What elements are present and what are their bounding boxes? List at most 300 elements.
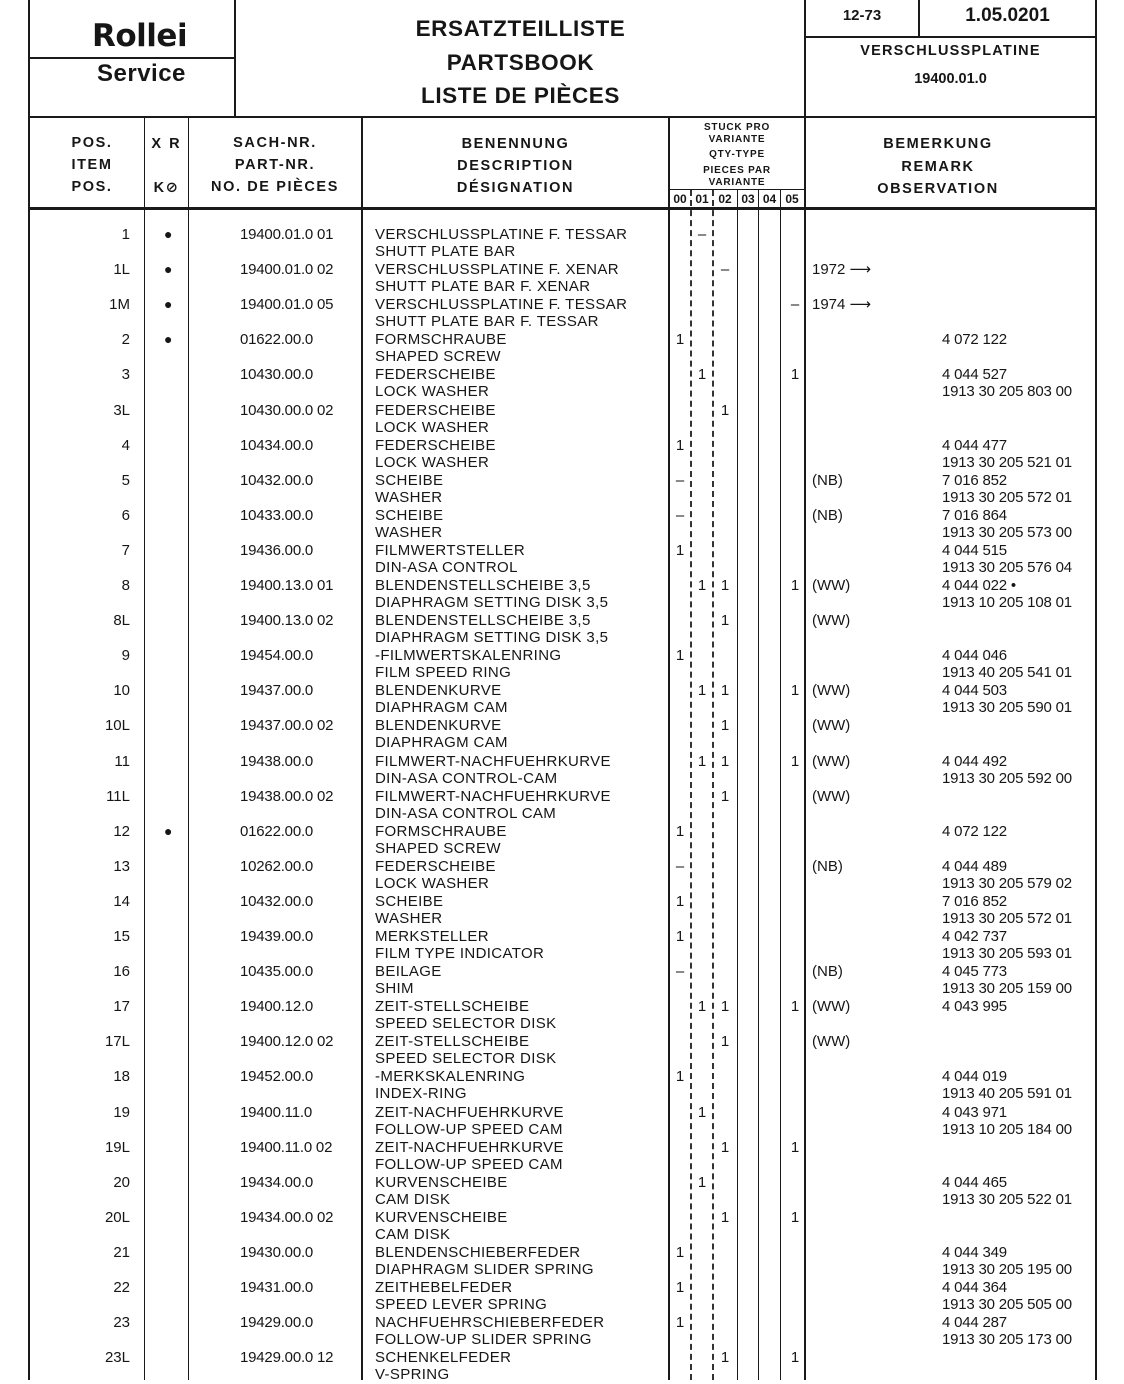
observation-reference: 1913 30 205 505 00 xyxy=(942,1296,1072,1313)
item-position: 16 xyxy=(113,963,130,981)
remark-code: (WW) xyxy=(812,682,851,700)
description-german: ZEIT-NACHFUEHRKURVE xyxy=(375,1138,564,1156)
description-english: FOLLOW-UP SLIDER SPRING xyxy=(375,1331,592,1349)
qty-variant-00: 1 xyxy=(675,331,685,349)
part-number: 19437.00.0 xyxy=(240,682,314,700)
item-position: 3 xyxy=(121,366,130,384)
table-row xyxy=(0,1209,1124,1244)
part-number: 10432.00.0 xyxy=(240,471,314,489)
description-english: FILM SPEED RING xyxy=(375,664,512,682)
part-number: 19454.00.0 xyxy=(240,647,314,665)
item-position: 23 xyxy=(113,1314,130,1332)
item-position: 21 xyxy=(113,1243,130,1261)
observation-number: 4 042 737 xyxy=(942,928,1007,945)
description-english: CAM DISK xyxy=(375,1225,451,1243)
qty-variant-02: 1 xyxy=(720,1208,730,1226)
observation-reference: 1913 10 205 108 01 xyxy=(942,594,1072,611)
qty-variant-00: – xyxy=(675,857,685,875)
description-english: LOCK WASHER xyxy=(375,453,490,471)
description-english: SPEED SELECTOR DISK xyxy=(375,1015,557,1033)
description-german: FILMWERT-NACHFUEHRKURVE xyxy=(375,787,611,805)
item-position: 1 xyxy=(121,226,130,243)
xr-marker: ● xyxy=(164,331,173,348)
qty-variant-05: 1 xyxy=(790,1208,800,1226)
description-english: LOCK WASHER xyxy=(375,874,490,892)
description-german: FILMWERTSTELLER xyxy=(375,541,525,559)
remark-code: (NB) xyxy=(812,471,843,489)
qty-variant-02: 1 xyxy=(720,1349,730,1367)
observation-number: 7 016 852 xyxy=(942,471,1007,489)
description-german: FEDERSCHEIBE xyxy=(375,436,496,454)
observation-number: 4 072 122 xyxy=(942,331,1007,349)
item-position: 11 xyxy=(114,752,130,770)
part-number: 19434.00.0 xyxy=(240,1173,314,1191)
part-number: 19400.12.0 02 xyxy=(240,1033,334,1051)
remark-code: (WW) xyxy=(812,1033,851,1051)
col-head-qty-4: PIECES PAR xyxy=(703,165,771,176)
qty-variant-00: 1 xyxy=(675,436,685,454)
part-number: 10434.00.0 xyxy=(240,436,314,454)
xr-marker: ● xyxy=(164,822,173,839)
observation-number: 4 043 995 xyxy=(942,998,1007,1016)
description-english: WASHER xyxy=(375,523,443,541)
part-number: 19437.00.0 02 xyxy=(240,717,334,735)
description-english: DIAPHRAGM SETTING DISK 3,5 xyxy=(375,629,609,647)
table-row xyxy=(0,612,1124,647)
observation-reference: 1913 30 205 521 01 xyxy=(942,453,1072,471)
item-position: 23L xyxy=(104,1349,130,1367)
item-position: 5 xyxy=(121,471,130,489)
observation-reference: 1913 30 205 803 00 xyxy=(942,383,1072,401)
qty-variant-00: 1 xyxy=(675,1243,685,1261)
item-position: 20 xyxy=(113,1173,130,1191)
table-row xyxy=(0,1279,1124,1314)
description-german: -MERKSKALENRING xyxy=(375,1068,526,1086)
part-number: 19438.00.0 02 xyxy=(240,787,334,805)
part-number: 19400.01.0 02 xyxy=(240,261,334,279)
qty-variant-00: 1 xyxy=(675,1068,685,1086)
remark-code: (WW) xyxy=(812,577,851,594)
item-position: 10L xyxy=(104,717,130,735)
item-position: 8L xyxy=(113,612,130,630)
description-english: SHIM xyxy=(375,980,414,998)
item-position: 4 xyxy=(121,436,130,454)
observation-number: 4 044 046 xyxy=(942,647,1007,665)
document-number: 1.05.0201 xyxy=(965,5,1050,26)
item-position: 17L xyxy=(104,1033,130,1051)
qty-variant-05: 1 xyxy=(790,1349,800,1367)
part-number: 19429.00.0 xyxy=(240,1314,314,1332)
description-english: DIN-ASA CONTROL CAM xyxy=(375,804,557,822)
observation-reference: 1913 10 205 184 00 xyxy=(942,1120,1072,1138)
observation-number: 4 044 515 xyxy=(942,541,1007,559)
table-row xyxy=(0,928,1124,963)
rollei-logo: Rollei xyxy=(92,18,188,54)
description-german: -FILMWERTSKALENRING xyxy=(375,647,562,665)
col-head-part-en: PART-NR. xyxy=(234,157,316,173)
observation-number: 4 044 349 xyxy=(942,1243,1007,1261)
observation-reference: 1913 30 205 159 00 xyxy=(942,980,1072,998)
col-head-part-fr: NO. DE PIÈCES xyxy=(211,179,339,195)
xr-marker: ● xyxy=(164,226,173,242)
remark-code: (NB) xyxy=(812,857,843,875)
description-german: FEDERSCHEIBE xyxy=(375,857,496,875)
description-english: LOCK WASHER xyxy=(375,418,490,436)
part-number: 19400.11.0 xyxy=(240,1103,312,1121)
observation-number: 4 044 364 xyxy=(942,1279,1007,1296)
variant-04: 04 xyxy=(762,192,777,206)
observation-reference: 1913 30 205 592 00 xyxy=(942,769,1072,787)
col-head-remark-en: REMARK xyxy=(901,159,975,175)
qty-variant-02: 1 xyxy=(720,717,730,735)
title-french: LISTE DE PIÈCES xyxy=(420,83,621,108)
qty-variant-05: 1 xyxy=(790,998,800,1016)
description-german: KURVENSCHEIBE xyxy=(375,1208,508,1226)
observation-reference: 1913 30 205 173 00 xyxy=(942,1331,1072,1349)
part-number: 01622.00.0 xyxy=(240,822,314,840)
remark-code: 1972 ⟶ xyxy=(812,261,872,279)
part-number: 10435.00.0 xyxy=(240,963,314,981)
description-german: SCHEIBE xyxy=(375,892,444,910)
description-english: LOCK WASHER xyxy=(375,383,490,401)
col-head-remark-de: BEMERKUNG xyxy=(883,136,993,152)
variant-01: 01 xyxy=(695,192,709,206)
qty-variant-01: 1 xyxy=(697,998,707,1016)
description-german: SCHEIBE xyxy=(375,471,444,489)
table-row xyxy=(0,1244,1124,1279)
col-head-desc-en: DESCRIPTION xyxy=(457,158,574,174)
qty-variant-05: 1 xyxy=(790,682,800,700)
remark-code: (NB) xyxy=(812,963,843,981)
qty-variant-01: 1 xyxy=(697,366,707,384)
logo-service-divider xyxy=(28,57,234,59)
col-head-qty-2: VARIANTE xyxy=(708,134,766,145)
issue-date: 12-73 xyxy=(842,7,882,24)
col-head-k: K⊘ xyxy=(153,180,180,196)
table-row xyxy=(0,331,1124,366)
col-head-remark-fr: OBSERVATION xyxy=(877,181,999,197)
description-german: ZEIT-STELLSCHEIBE xyxy=(375,998,530,1016)
qty-variant-00: 1 xyxy=(675,892,685,910)
observation-number: 4 044 477 xyxy=(942,436,1007,454)
qty-variant-05: 1 xyxy=(790,577,800,594)
table-row xyxy=(0,366,1124,401)
qty-variant-00: 1 xyxy=(675,928,685,945)
description-german: BLENDENKURVE xyxy=(375,682,502,700)
table-row xyxy=(0,1349,1124,1384)
variant-05: 05 xyxy=(785,192,799,206)
observation-number: 4 043 971 xyxy=(942,1103,1007,1121)
description-english: DIAPHRAGM SLIDER SPRING xyxy=(375,1260,594,1278)
item-position: 1L xyxy=(113,261,130,279)
description-german: ZEIT-STELLSCHEIBE xyxy=(375,1033,530,1051)
description-german: MERKSTELLER xyxy=(375,928,489,945)
qty-variant-00: – xyxy=(675,963,685,981)
description-english: SPEED SELECTOR DISK xyxy=(375,1050,557,1068)
item-position: 19 xyxy=(113,1103,130,1121)
col-head-desc-fr: DÉSIGNATION xyxy=(456,180,575,196)
description-german: BEILAGE xyxy=(375,963,442,981)
part-number: 19430.00.0 xyxy=(240,1243,314,1261)
table-row xyxy=(0,893,1124,928)
table-row xyxy=(0,647,1124,682)
col-head-part-de: SACH-NR. xyxy=(233,135,317,151)
part-number: 01622.00.0 xyxy=(240,331,314,349)
description-english: SHUTT PLATE BAR F. XENAR xyxy=(375,278,591,296)
description-german: BLENDENKURVE xyxy=(375,717,502,735)
observation-reference: 1913 30 205 579 02 xyxy=(942,874,1072,892)
description-english: DIAPHRAGM SETTING DISK 3,5 xyxy=(375,594,609,611)
table-row xyxy=(0,998,1124,1033)
observation-reference: 1913 40 205 591 01 xyxy=(942,1085,1072,1103)
remark-code: (WW) xyxy=(812,612,851,630)
description-german: BLENDENSCHIEBERFEDER xyxy=(375,1243,581,1261)
table-row xyxy=(0,437,1124,472)
description-english: DIAPHRAGM CAM xyxy=(375,699,508,717)
qty-variant-00: 1 xyxy=(675,822,685,840)
item-position: 18 xyxy=(113,1068,130,1086)
observation-number: 4 044 019 xyxy=(942,1068,1007,1086)
item-position: 13 xyxy=(113,857,130,875)
variant-02: 02 xyxy=(718,192,732,206)
qty-variant-01: 1 xyxy=(697,577,707,594)
xr-marker: ● xyxy=(164,296,173,313)
description-english: DIAPHRAGM CAM xyxy=(375,734,508,752)
item-position: 6 xyxy=(121,506,130,524)
table-row xyxy=(0,682,1124,717)
part-number: 19434.00.0 02 xyxy=(240,1208,334,1226)
item-position: 3L xyxy=(113,401,130,419)
description-german: SCHENKELFEDER xyxy=(375,1349,512,1367)
qty-variant-02: 1 xyxy=(720,612,730,630)
observation-number: 7 016 864 xyxy=(942,506,1007,524)
part-number: 10262.00.0 xyxy=(240,857,314,875)
item-position: 2 xyxy=(121,331,130,349)
description-english: WASHER xyxy=(375,909,443,927)
observation-number: 4 044 492 xyxy=(942,752,1007,770)
assembly-name: VERSCHLUSSPLATINE xyxy=(860,43,1041,59)
part-number: 10433.00.0 xyxy=(240,506,314,524)
qty-variant-02: 1 xyxy=(720,1033,730,1051)
logo-box-divider xyxy=(234,0,236,116)
table-row xyxy=(0,717,1124,752)
description-english: WASHER xyxy=(375,488,443,506)
remark-code: (WW) xyxy=(812,752,851,770)
qty-variant-01: 1 xyxy=(697,1173,707,1191)
table-row xyxy=(0,1104,1124,1139)
table-row xyxy=(0,1139,1124,1174)
variant-00: 00 xyxy=(673,192,687,206)
table-row xyxy=(0,858,1124,893)
qty-variant-00: – xyxy=(675,471,685,489)
description-german: VERSCHLUSSPLATINE F. XENAR xyxy=(375,261,619,279)
qty-variant-00: 1 xyxy=(675,1279,685,1296)
description-english: CAM DISK xyxy=(375,1190,451,1208)
item-position: 1M xyxy=(109,296,130,314)
table-row xyxy=(0,507,1124,542)
item-position: 7 xyxy=(121,541,130,559)
description-german: FORMSCHRAUBE xyxy=(375,331,507,349)
docnum-divider xyxy=(804,36,1095,38)
description-german: NACHFUEHRSCHIEBERFEDER xyxy=(375,1314,605,1332)
item-position: 11L xyxy=(106,787,130,805)
table-row xyxy=(0,542,1124,577)
observation-reference: 1913 30 205 590 01 xyxy=(942,699,1072,717)
title-german: ERSATZTEILLISTE xyxy=(415,16,626,41)
col-head-desc-de: BENENNUNG xyxy=(461,136,570,152)
item-position: 19L xyxy=(104,1138,130,1156)
remark-code: (WW) xyxy=(812,998,851,1016)
part-number: 19400.13.0 02 xyxy=(240,612,334,630)
table-row xyxy=(0,1068,1124,1103)
table-row xyxy=(0,823,1124,858)
variant-03: 03 xyxy=(741,192,755,206)
item-position: 12 xyxy=(113,822,130,840)
part-number: 19429.00.0 12 xyxy=(240,1349,334,1367)
description-english: FOLLOW-UP SPEED CAM xyxy=(375,1120,563,1138)
description-german: KURVENSCHEIBE xyxy=(375,1173,508,1191)
table-row xyxy=(0,577,1124,612)
service-label: Service xyxy=(97,60,186,87)
qty-variant-05: 1 xyxy=(790,752,800,770)
remark-code: (WW) xyxy=(812,717,851,735)
col-head-pos-en: ITEM xyxy=(71,157,113,173)
item-position: 15 xyxy=(113,928,130,945)
qty-variant-05: 1 xyxy=(790,1138,800,1156)
item-position: 22 xyxy=(113,1279,130,1296)
description-english: SHUTT PLATE BAR xyxy=(375,243,516,260)
description-german: VERSCHLUSSPLATINE F. TESSAR xyxy=(375,226,628,243)
table-row xyxy=(0,296,1124,331)
table-row xyxy=(0,261,1124,296)
table-row xyxy=(0,1033,1124,1068)
observation-number: 7 016 852 xyxy=(942,892,1007,910)
description-german: ZEITHEBELFEDER xyxy=(375,1279,513,1296)
qty-variant-00: – xyxy=(675,506,685,524)
observation-reference: 1913 30 205 593 01 xyxy=(942,945,1072,962)
description-english: SPEED LEVER SPRING xyxy=(375,1296,548,1313)
item-position: 14 xyxy=(113,892,130,910)
item-position: 17 xyxy=(113,998,130,1016)
qty-variant-00: 1 xyxy=(675,541,685,559)
qty-variant-05: – xyxy=(790,296,800,314)
qty-variant-01: 1 xyxy=(697,1103,707,1121)
item-position: 8 xyxy=(121,577,130,594)
description-german: FORMSCHRAUBE xyxy=(375,822,507,840)
description-english: DIN-ASA CONTROL-CAM xyxy=(375,769,558,787)
assembly-number: 19400.01.0 xyxy=(914,71,987,87)
col-head-qty-1: STUCK PRO xyxy=(703,122,771,133)
description-german: BLENDENSTELLSCHEIBE 3,5 xyxy=(375,612,591,630)
observation-reference: 1913 30 205 572 01 xyxy=(942,488,1072,506)
observation-reference: 1913 30 205 572 01 xyxy=(942,909,1072,927)
observation-reference: 1913 30 205 576 04 xyxy=(942,558,1072,576)
part-number: 19400.11.0 02 xyxy=(240,1138,333,1156)
observation-number: 4 044 489 xyxy=(942,857,1007,875)
observation-number: 4 044 465 xyxy=(942,1173,1007,1191)
qty-variant-01: 1 xyxy=(697,752,707,770)
observation-number: 4 044 503 xyxy=(942,682,1007,700)
item-position: 10 xyxy=(113,682,130,700)
part-number: 19400.01.0 01 xyxy=(240,226,334,243)
remark-code: (NB) xyxy=(812,506,843,524)
qty-variant-02: 1 xyxy=(720,787,730,805)
description-english: SHAPED SCREW xyxy=(375,348,501,366)
description-english: V-SPRING xyxy=(375,1366,450,1384)
description-english: SHUTT PLATE BAR F. TESSAR xyxy=(375,313,599,331)
xr-marker: ● xyxy=(164,261,173,278)
part-number: 19438.00.0 xyxy=(240,752,314,770)
part-number: 10432.00.0 xyxy=(240,892,314,910)
description-english: FOLLOW-UP SPEED CAM xyxy=(375,1155,563,1173)
observation-reference: 1913 30 205 573 00 xyxy=(942,523,1072,541)
description-german: FEDERSCHEIBE xyxy=(375,366,496,384)
col-head-qty-3: QTY-TYPE xyxy=(709,149,765,160)
observation-number: 4 072 122 xyxy=(942,822,1007,840)
part-number: 19439.00.0 xyxy=(240,928,314,945)
qty-variant-02: 1 xyxy=(720,998,730,1016)
table-row xyxy=(0,788,1124,823)
col-head-pos-fr: POS. xyxy=(71,179,113,195)
part-number: 10430.00.0 02 xyxy=(240,401,334,419)
observation-number: 4 044 022 • xyxy=(942,577,1016,594)
qty-variant-05: 1 xyxy=(790,366,800,384)
part-number: 19436.00.0 xyxy=(240,541,314,559)
description-german: SCHEIBE xyxy=(375,506,444,524)
title-english: PARTSBOOK xyxy=(446,50,595,75)
part-number: 19400.12.0 xyxy=(240,998,314,1016)
part-number: 19452.00.0 xyxy=(240,1068,314,1086)
table-row xyxy=(0,963,1124,998)
part-number: 10430.00.0 xyxy=(240,366,314,384)
item-position: 9 xyxy=(121,647,130,665)
col-head-xr: X R xyxy=(151,136,182,152)
description-german: VERSCHLUSSPLATINE F. TESSAR xyxy=(375,296,628,314)
description-german: ZEIT-NACHFUEHRKURVE xyxy=(375,1103,564,1121)
col-head-qty-5: VARIANTE xyxy=(708,177,766,188)
table-row xyxy=(0,1174,1124,1209)
qty-variant-00: 1 xyxy=(675,647,685,665)
description-german: BLENDENSTELLSCHEIBE 3,5 xyxy=(375,577,591,594)
observation-reference: 1913 40 205 541 01 xyxy=(942,664,1072,682)
qty-variant-02: 1 xyxy=(720,577,730,594)
qty-variant-00: 1 xyxy=(675,1314,685,1332)
qty-variant-01: 1 xyxy=(697,682,707,700)
table-row xyxy=(0,1314,1124,1349)
qty-variant-02: – xyxy=(720,261,730,279)
remark-code: 1974 ⟶ xyxy=(812,296,872,314)
part-number: 19400.13.0 01 xyxy=(240,577,334,594)
table-row xyxy=(0,226,1124,261)
qty-variant-02: 1 xyxy=(720,401,730,419)
col-head-pos-de: POS. xyxy=(71,135,113,151)
remark-code: (WW) xyxy=(812,787,851,805)
table-row xyxy=(0,402,1124,437)
qty-variant-02: 1 xyxy=(720,752,730,770)
item-position: 20L xyxy=(104,1208,130,1226)
description-english: FILM TYPE INDICATOR xyxy=(375,945,545,962)
qty-variant-02: 1 xyxy=(720,682,730,700)
part-number: 19400.01.0 05 xyxy=(240,296,334,314)
observation-reference: 1913 30 205 522 01 xyxy=(942,1190,1072,1208)
qty-variant-02: 1 xyxy=(720,1138,730,1156)
table-row xyxy=(0,472,1124,507)
observation-number: 4 045 773 xyxy=(942,963,1007,981)
description-german: FILMWERT-NACHFUEHRKURVE xyxy=(375,752,611,770)
description-english: SHAPED SCREW xyxy=(375,839,501,857)
observation-reference: 1913 30 205 195 00 xyxy=(942,1260,1072,1278)
description-english: DIN-ASA CONTROL xyxy=(375,558,518,576)
